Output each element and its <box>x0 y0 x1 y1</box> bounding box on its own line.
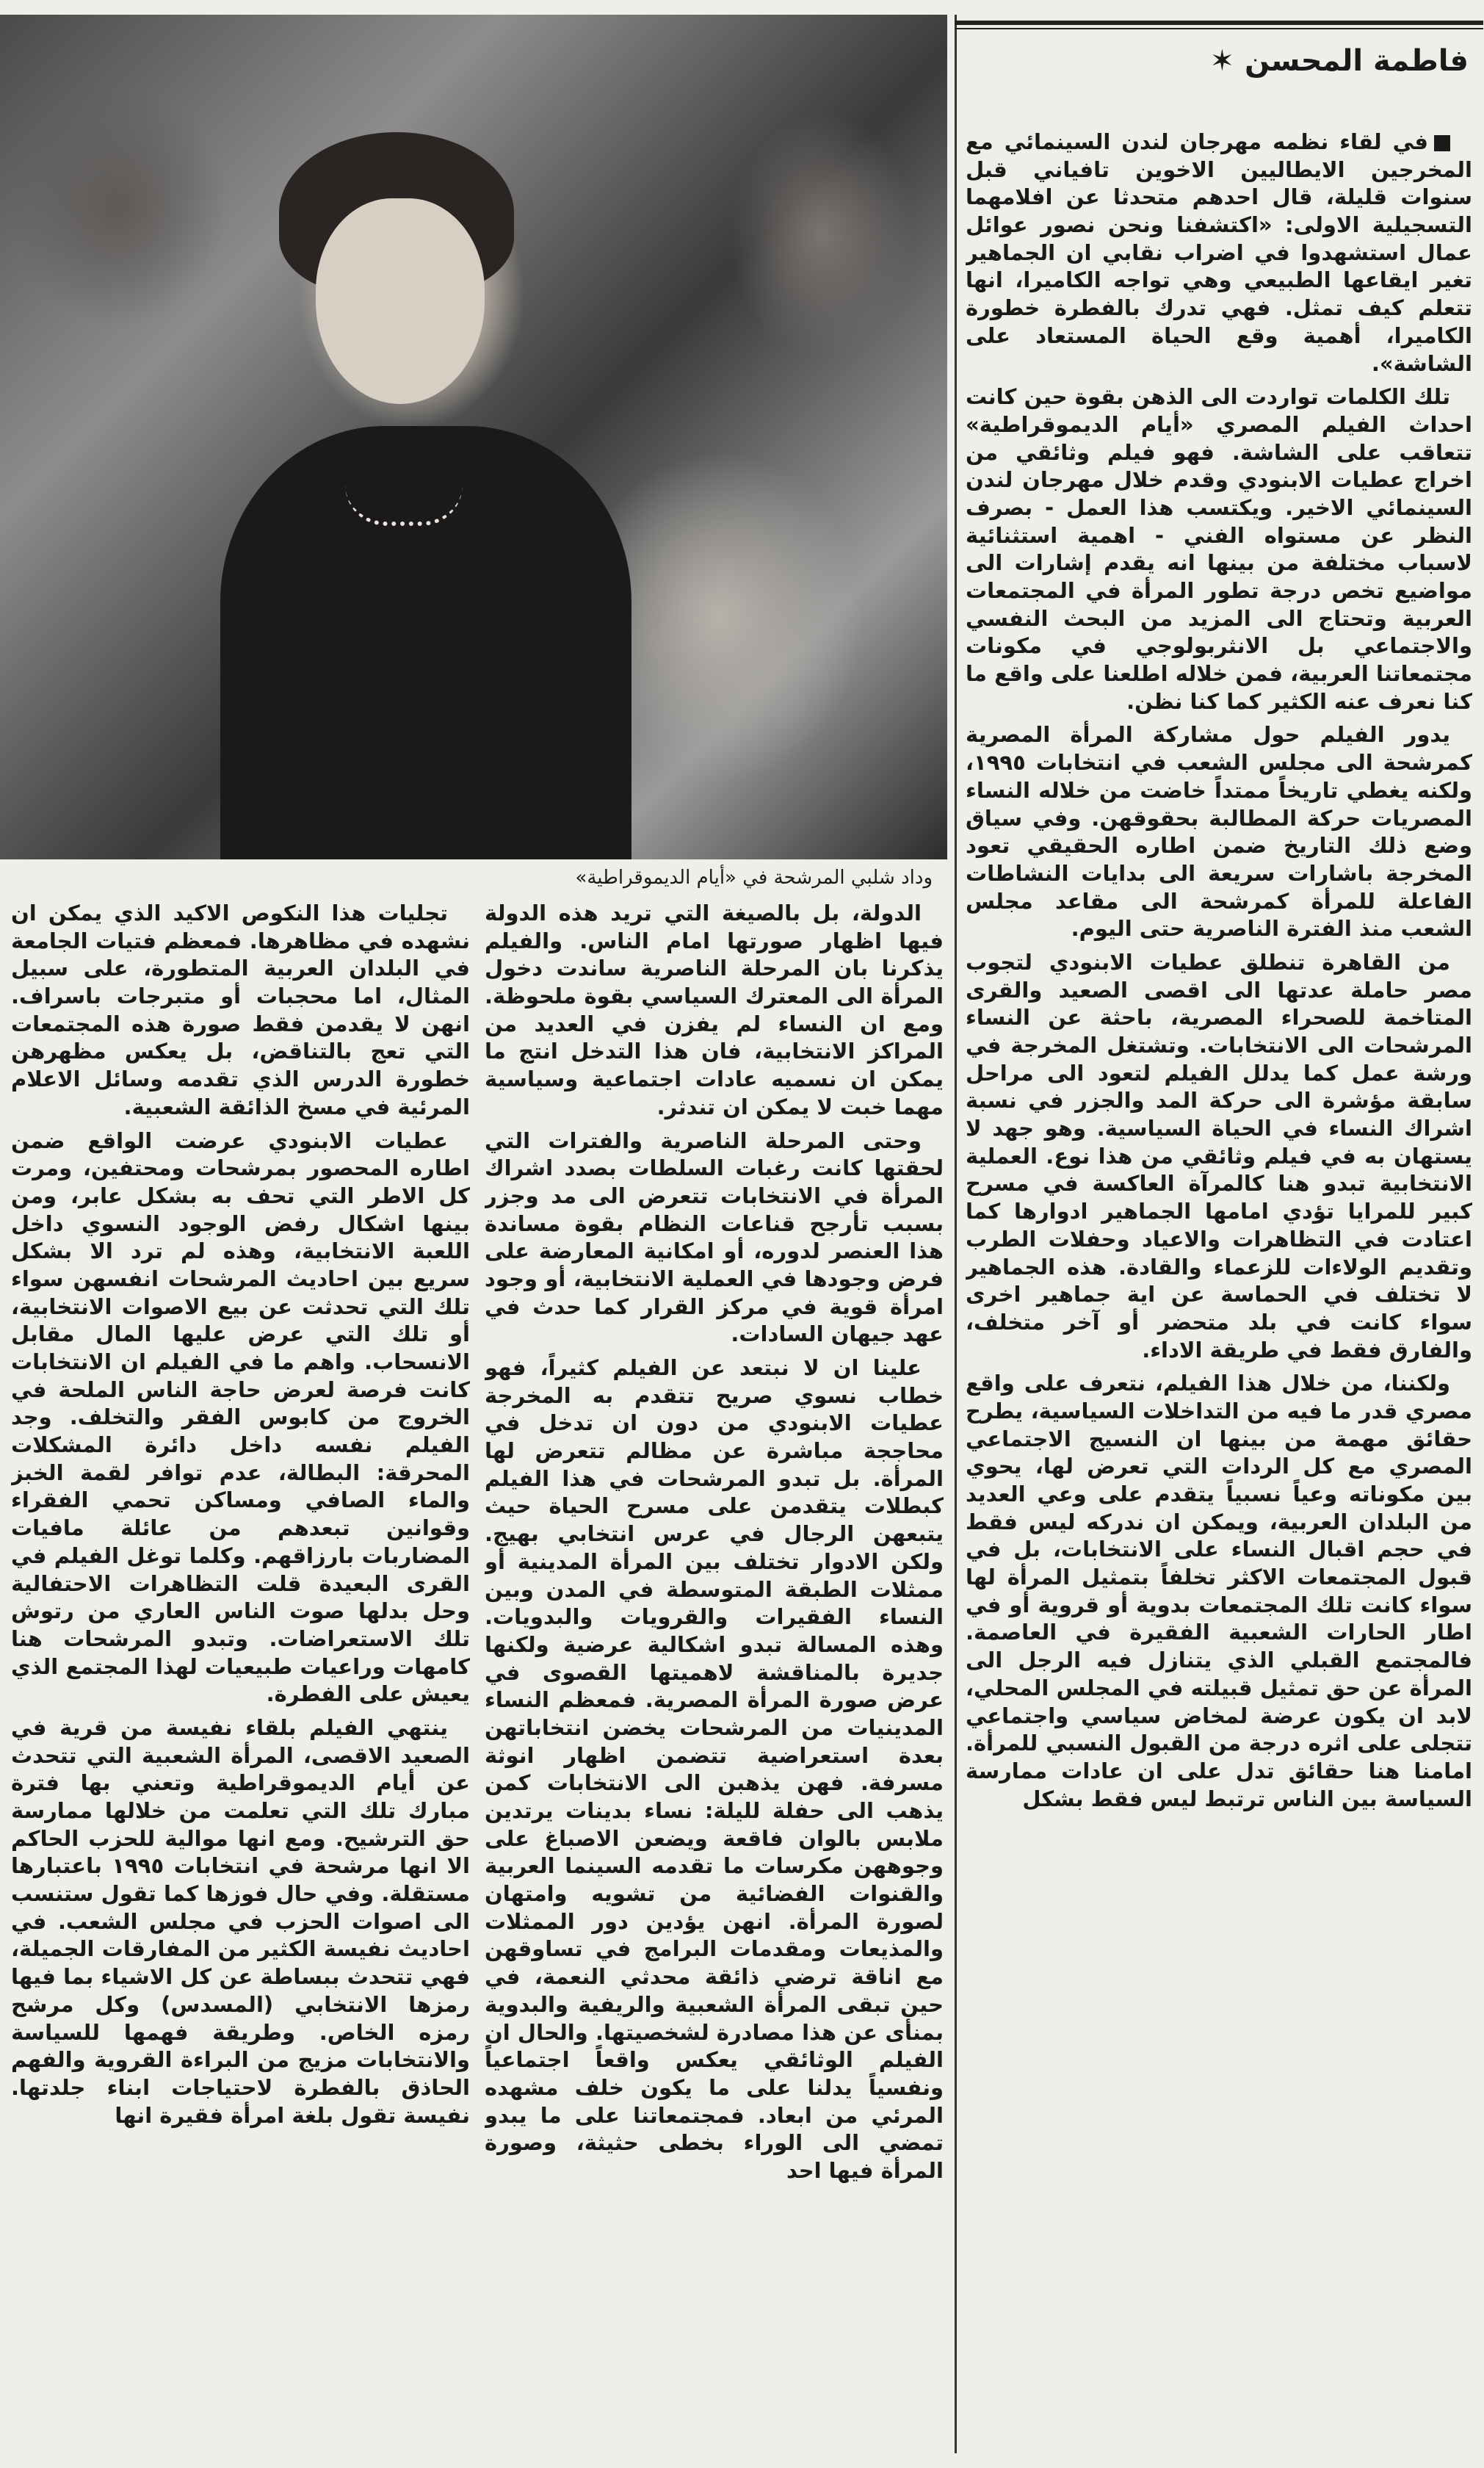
article-column-right <box>966 129 1472 2450</box>
article-column-left <box>11 900 470 2450</box>
bullet-icon <box>1434 135 1450 151</box>
paragraph: تجليات هذا النكوص الاكيد الذي يمكن ان نشهده في مظاهرها. فمعظم فتيات الجامعة في البلدان العربية المتطورة، على سبيل المثال، اما محجبات أو متبرجات باسراف. انهن لا يقدمن فقط صورة هذه المجتمعات التي تعج بالتناقض، بل يعكس مظهرهن خطورة الدرس الذي تقدمه وسائل الاعلام المرئية في مسخ الذائقة الشعبية. <box>11 901 470 1119</box>
top-rule-thin <box>955 28 1483 29</box>
author-byline: فاطمة المحسن ✶ <box>1209 44 1469 78</box>
paragraph: الدولة، بل بالصيغة التي تريد هذه الدولة فيها اظهار صورتها امام الناس. والفيلم يذكرنا بان المرحلة الناصرية ساندت دخول المرأة الى المعترك السياسي بقوة ملحوظة. ومع ان النساء لم يفزن في العديد من المراكز الانتخابية، فان هذا التدخل انتج ما يمكن ان نسميه عادات اجتماعية وسياسية مهما خبت لا يمكن ان تندثر. <box>485 901 944 1119</box>
paragraph: ولكننا، من خلال هذا الفيلم، نتعرف على واقع مصري قدر ما فيه من التداخلات السياسية، يطرح حقائق مهمة من بينها ان النسيج الاجتماعي المصري مع كل الردات التي تعرض لها، يحوي بين مكوناته وعياً نسبياً يتقدم على وعي العديد من البلدان العربية، ويمكن ان ندركه ليس فقط في حجم اقبال النساء على الانتخابات، بل في قبول المجتمعات الاكثر تخلفاً بتمثيل المرأة لها سواء كانت تلك المجتمعات بدوية أو قروية أو في اطار الحارات الشعبية الفقيرة في العاصمة. فالمجتمع القبلي الذي يتنازل فيه الرجل الى المرأة عن حق تمثيل قبيلته في المجلس المحلي، لابد ان يكون عرضة لمخاض سياسي واجتماعي تتجلى على اثره درجة من القبول النسبي للمرأة. امامنا هنا حقائق تدل على ان عادات ممارسة السياسة بين الناس ترتبط ليس فقط بشكل <box>966 1371 1472 1811</box>
paragraph: من القاهرة تنطلق عطيات الابنودي لتجوب مصر حاملة عدتها الى اقصى الصعيد والقرى المتاخمة للصحراء المصرية، باحثة عن النساء المرشحات الى الانتخابات. وتشتغل المخرجة في ورشة عمل كما يدلل الفيلم لتعود الى مراحل سابقة مؤشرة الى حركة المد والجزر في نسبة اشراك النساء في الحياة السياسية. وهو جهد لا يستهان به في فيلم وثائقي من هذا نوع. العملية الانتخابية تبدو هنا كالمرآة العاكسة في مسرح كبير للمرايا تؤدي امامها الجماهير ادوارها كما اعتادت في التظاهرات والاعياد وحفلات الطرب وتقديم الولاءات للزعماء والقادة. هذه الجماهير لا تختلف في الحماسة عن اية جماهير اخرى سواء كانت في بلد متحضر أو آخر متخلف، والفارق فقط في طريقة الاداء. <box>966 949 1472 1363</box>
paragraph: يدور الفيلم حول مشاركة المرأة المصرية كمرشحة الى مجلس الشعب في انتخابات ١٩٩٥، ولكنه يغطي تاريخاً ممتداً خاضت من خلاله النساء المصريات حركة المطالبة بحقوقهن. وفي سياق وضع ذلك التاريخ ضمن اطاره الحقيقي تعود المخرجة باشارات سريعة الى بدايات النشاطات الفاعلة للمرأة كمرشحة الى مقاعد مجلس الشعب منذ الفترة الناصرية حتى اليوم. <box>966 722 1472 942</box>
paragraph: علينا ان لا نبتعد عن الفيلم كثيراً، فهو خطاب نسوي صريح تتقدم به المخرجة عطيات الابنودي من دون ان تدخل في محاججة مباشرة عن مظالم تتعرض لها المرأة. بل تبدو المرشحات في هذا الفيلم كبطلات يتقدمن على مسرح الحياة حيث يتبعهن الرجال في عرس انتخابي بهيج. ولكن الادوار تختلف بين المرأة المدينية أو ممثلات الطبقة المتوسطة في المدن وبين النساء الفقيرات والقرويات والبدويات. وهذه المسالة تبدو اشكالية عرضية ولكنها جديرة بالمناقشة لاهميتها القصوى في عرض صورة المرأة المصرية. فمعظم النساء المدينيات من المرشحات يخضن انتخاباتهن بعدة استعراضية تتضمن اظهار انوثة مسرفة. فهن يذهبن الى الانتخابات كمن يذهب الى حفلة لليلة: نساء بدينات يرتدين ملابس بالوان فاقعة ويضعن الاصباغ على وجوههن مكرسات ما تقدمه السينما العربية والقنوات الفضائية من تشويه وامتهان لصورة المرأة. انهن يؤدين دور الممثلات والمذيعات ومقدمات البرامج في تساوقهن مع اناقة ترضي ذائقة محدثي النعمة، في حين تبقى المرأة الشعبية والريفية والبدوية بمنأى عن هذا مصادرة لشخصيتها. والحال ان الفيلم الوثائقي يعكس واقعاً اجتماعياً ونفسياً يدلنا على ما يكون خلف مشهده المرئي من ابعاد. فمجتمعاتنا على ما يبدو تمضي الى الوراء بخطى حثيثة، وصورة المرأة فيها احد <box>485 1355 944 2183</box>
paragraph: عطيات الابنودي عرضت الواقع ضمن اطاره المحصور بمرشحات ومحتفين، ومرت كل الاطر التي تحف به بشكل عابر، ومن بينها اشكال رفض الوجود النسوي داخل اللعبة الانتخابية، وهذه لم ترد الا بشكل سريع بين احاديث المرشحات انفسهن سواء تلك التي تحدثت عن بيع الاصوات الانتخابية، أو تلك التي عرض عليها المال مقابل الانسحاب. واهم ما في الفيلم ان الانتخابات كانت فرصة لعرض حاجة الناس الملحة في الخروج من كابوس الفقر والتخلف. وجد الفيلم نفسه داخل دائرة المشكلات المحرقة: البطالة، عدم توافر لقمة الخبز والماء الصافي ومساكن تحمي الفقراء وقوانين تبعدهم من عائلة مافيات المضاربات بارزاقهم. وكلما توغل الفيلم في القرى البعيدة قلت التظاهرات الاحتفالية وحل بدلها صوت الناس العاري من رتوش تلك الاستعراضات. وتبدو المرشحات هنا كامهات وراعيات طبيعيات لهذا المجتمع الذي يعيش على الفطرة. <box>11 1127 470 1707</box>
paragraph: ينتهي الفيلم بلقاء نفيسة من قرية في الصعيد الاقصى، المرأة الشعبية التي تتحدث عن أيام الديموقراطية وتعني بها فترة مبارك تلك التي تعلمت من خلالها ممارسة حق الترشيح. ومع انها موالية للحزب الحاكم الا انها مرشحة في انتخابات ١٩٩٥ باعتبارها مستقلة. وفي حال فوزها كما تقول ستنسب الى اصوات الحزب في مجلس الشعب. في احاديث نفيسة الكثير من المفارقات الجميلة، فهي تتحدث ببساطة عن كل الاشياء بما فيها رمزها الانتخابي (المسدس) وكل مرشح رمزه الخاص. وطريقة فهمها للسياسة والانتخابات مزيج من البراءة القروية والفهم الحاذق بالفطرة لاحتياجات ابناء جلدتها. نفيسة تقول بلغة امرأة فقيرة انها <box>11 1714 470 2128</box>
paragraph: تلك الكلمات تواردت الى الذهن بقوة حين كانت احداث الفيلم المصري «أيام الديموقراطية» تتعاقب على الشاشة. فهو فيلم وثائقي من اخراج عطيات الابنودي وقدم خلال مهرجان لندن السينمائي الاخير. ويكتسب هذا العمل - بصرف النظر عن مستواه الفني - اهمية استثنائية لاسباب مختلفة من بينها انه يقدم إشارات الى مواضيع تخص درجة تطور المرأة في المجتمعات العربية وتحتاج الى المزيد من البحث النفسي والاجتماعي بل الانثربولوجي في مكونات مجتمعاتنا العربية، فمن خلاله اطلعنا على واقع ما كنا نعرف عنه الكثير كما كنا نظن. <box>966 384 1472 714</box>
paragraph-text: في لقاء نظمه مهرجان لندن السينمائي مع المخرجين الايطاليين الاخوين تافياني قبل سنوات قليلة، قال احدهم متحدثا عن افلامهما التسجيلية الاولى: «اكتشفنا ونحن نصور عوائل عمال استشهدوا في اضراب نقابي ان الجماهير تغير ايقاعها الطبيعي وهي تواجه الكاميرا، انها تتعلم كيف تمثل. فهي تدرك بالفطرة خطورة الكاميرا، أهمية وقع الحياة المستعاد على الشاشة». <box>966 129 1472 376</box>
top-rule <box>955 21 1483 25</box>
photo-caption: وداد شلبي المرشحة في «أيام الديموقراطية» <box>575 867 933 889</box>
article-column-middle <box>485 900 944 2450</box>
paragraph: وحتى المرحلة الناصرية والفترات التي لحقتها كانت رغبات السلطات بصدد اشراك المرأة في الانتخابات تتعرض الى مد وجزر بسبب تأرجح قناعات النظام بقوة مساندة هذا العنصر لدوره، أو امكانية المعارضة على فرض وجودها في العملية الانتخابية، أو وجود امرأة قوية في مركز القرار كما حدث في عهد جيهان السادات. <box>485 1127 944 1347</box>
face-shape <box>316 198 485 404</box>
paragraph <box>966 129 1472 378</box>
article-photo <box>0 15 947 859</box>
column-divider <box>955 15 957 2453</box>
